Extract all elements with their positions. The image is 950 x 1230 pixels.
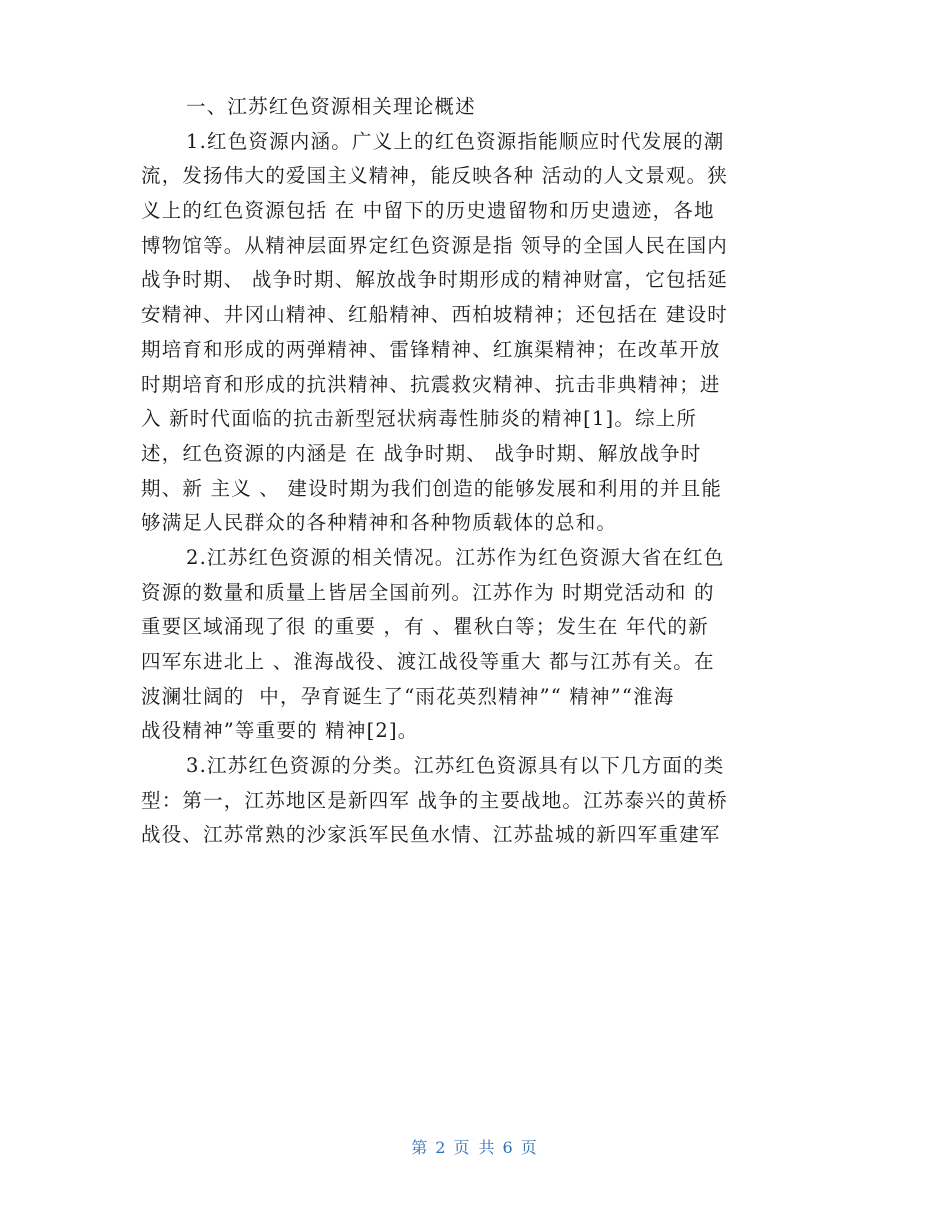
footer-suffix: 页 <box>520 1138 539 1157</box>
paragraph-line: 入 新时代面临的抗击新型冠状病毒性肺炎的精神[1]。综上所 <box>141 407 698 431</box>
body-text <box>141 90 806 853</box>
paragraph-line: 战役、江苏常熟的沙家浜军民鱼水情、江苏盐城的新四军重建军 <box>141 823 721 847</box>
paragraph-line: 期培育和形成的两弹精神、雷锋精神、红旗渠精神；在改革开放 <box>141 337 721 361</box>
paragraph-line: 博物馆等。从精神层面界定红色资源是指 领导的全国人民在国内 <box>141 233 728 257</box>
paragraph-line: 时期培育和形成的抗洪精神、抗震救灾精神、抗击非典精神；进 <box>141 372 721 396</box>
current-page-number: 2 <box>435 1138 448 1157</box>
paragraph-line: 义上的红色资源包括 在 中留下的历史遗留物和历史遗迹，各地 <box>141 199 715 223</box>
paragraph-line: 2.江苏红色资源的相关情况。江苏作为红色资源大省在红色 <box>186 545 725 569</box>
footer-prefix: 第 <box>411 1138 430 1157</box>
paragraph-line: 战争时期、 战争时期、解放战争时期形成的精神财富，它包括延 <box>141 268 728 292</box>
page-footer <box>0 1135 950 1158</box>
paragraph-line: 流，发扬伟大的爱国主义精神，能反映各种 活动的人文景观。狭 <box>141 164 728 188</box>
paragraph-line: 够满足人民群众的各种精神和各种物质载体的总和。 <box>141 511 618 535</box>
paragraph-line: 资源的数量和质量上皆居全国前列。江苏作为 时期党活动和 的 <box>141 580 715 604</box>
paragraph-line: 1.红色资源内涵。广义上的红色资源指能顺应时代发展的潮 <box>186 129 725 153</box>
paragraph-line: 波澜壮阔的 中，孕育诞生了“雨花英烈精神”“ 精神”“淮海 <box>141 684 675 708</box>
paragraph-line: 安精神、井冈山精神、红船精神、西柏坡精神；还包括在 建设时 <box>141 303 728 327</box>
paragraph-line: 战役精神”等重要的 精神[2]。 <box>141 719 419 743</box>
paragraph-line: 四军东进北上 、淮海战役、渡江战役等重大 都与江苏有关。在 <box>141 650 715 673</box>
total-page-count: 6 <box>502 1138 515 1157</box>
footer-middle: 页 共 <box>453 1138 497 1157</box>
paragraph-line: 述，红色资源的内涵是 在 战争时期、 战争时期、解放战争时 <box>141 441 702 465</box>
paragraph-line: 期、新 主义 、 建设时期为我们创造的能够发展和利用的并且能 <box>141 476 723 500</box>
paragraph-line: 3.江苏红色资源的分类。江苏红色资源具有以下几方面的类 <box>186 754 725 778</box>
paragraph-line: 型：第一，江苏地区是新四军 战争的主要战地。江苏泰兴的黄桥 <box>141 788 728 812</box>
paragraph-line: 重要区域涌现了很 的重要 ，有 、瞿秋白等；发生在 年代的新 <box>141 615 709 639</box>
section-heading: 一、江苏红色资源相关理论概述 <box>186 95 476 118</box>
